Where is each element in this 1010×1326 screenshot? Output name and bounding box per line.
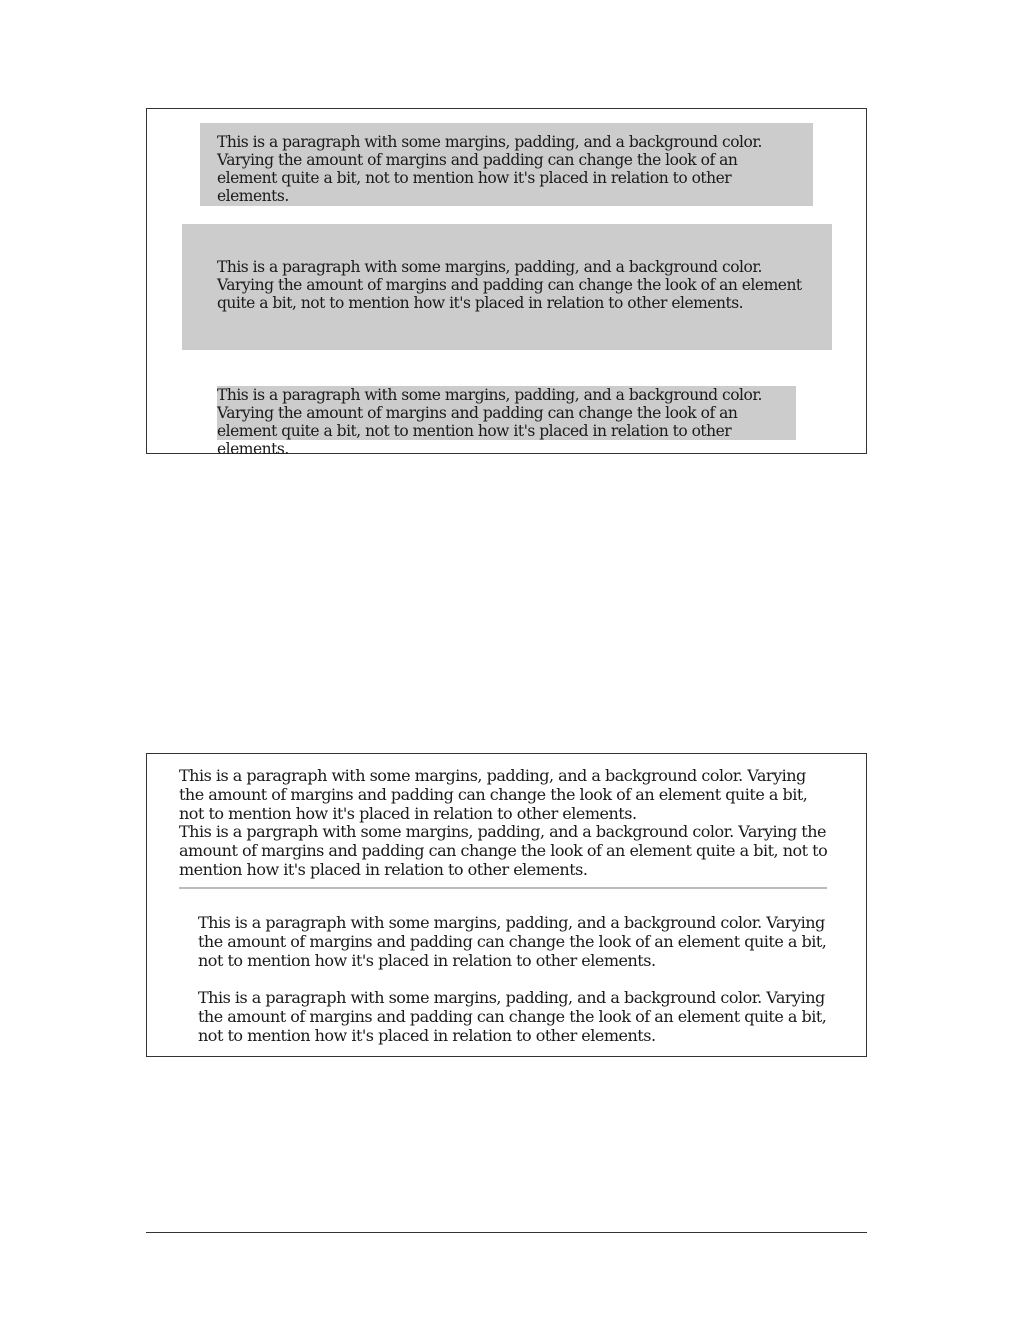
paragraph-no-padding: This is a paragraph with some margins, padding, and a background color. Varying the amount of margins and padding can change the look of an element quite a bit, not to mention how it's placed in relation to other elements. — [217, 386, 796, 440]
footer-rule — [146, 1232, 867, 1233]
paragraph-tight-padding: This is a paragraph with some margins, padding, and a background color. Varying the amount of margins and padding can change the look of an element quite a bit, not to mention how it's placed in relation to other elements. — [200, 123, 813, 206]
figure-1 — [146, 108, 867, 458]
paragraph-large-padding: This is a paragraph with some margins, padding, and a background color. Varying the amount of margins and padding can change the look of an element quite a bit, not to mention how it's placed in relation to other elements. — [182, 224, 832, 350]
paragraph-with-margin-1: This is a paragraph with some margins, padding, and a background color. Varying the amount of margins and padding can change the look of an element quite a bit, not to mention how it's placed in relation to other elements. — [198, 913, 827, 970]
divider — [179, 887, 827, 889]
paragraph-no-margin-1: This is a paragraph with some margins, padding, and a background color. Varying the amount of margins and padding can change the look of an element quite a bit, not to mention how it's placed in relation to other elements. — [179, 766, 808, 823]
figure-2 — [146, 753, 867, 1057]
paragraph-no-margin-2: This is a pargraph with some margins, padding, and a background color. Varying the amount of margins and padding can change the look of an element quite a bit, not to mention how it's placed in relation to other elements. — [179, 822, 828, 879]
paragraph-with-margin-2: This is a paragraph with some margins, padding, and a background color. Varying the amount of margins and padding can change the look of an element quite a bit, not to mention how it's placed in relation to other elements. — [198, 988, 827, 1045]
